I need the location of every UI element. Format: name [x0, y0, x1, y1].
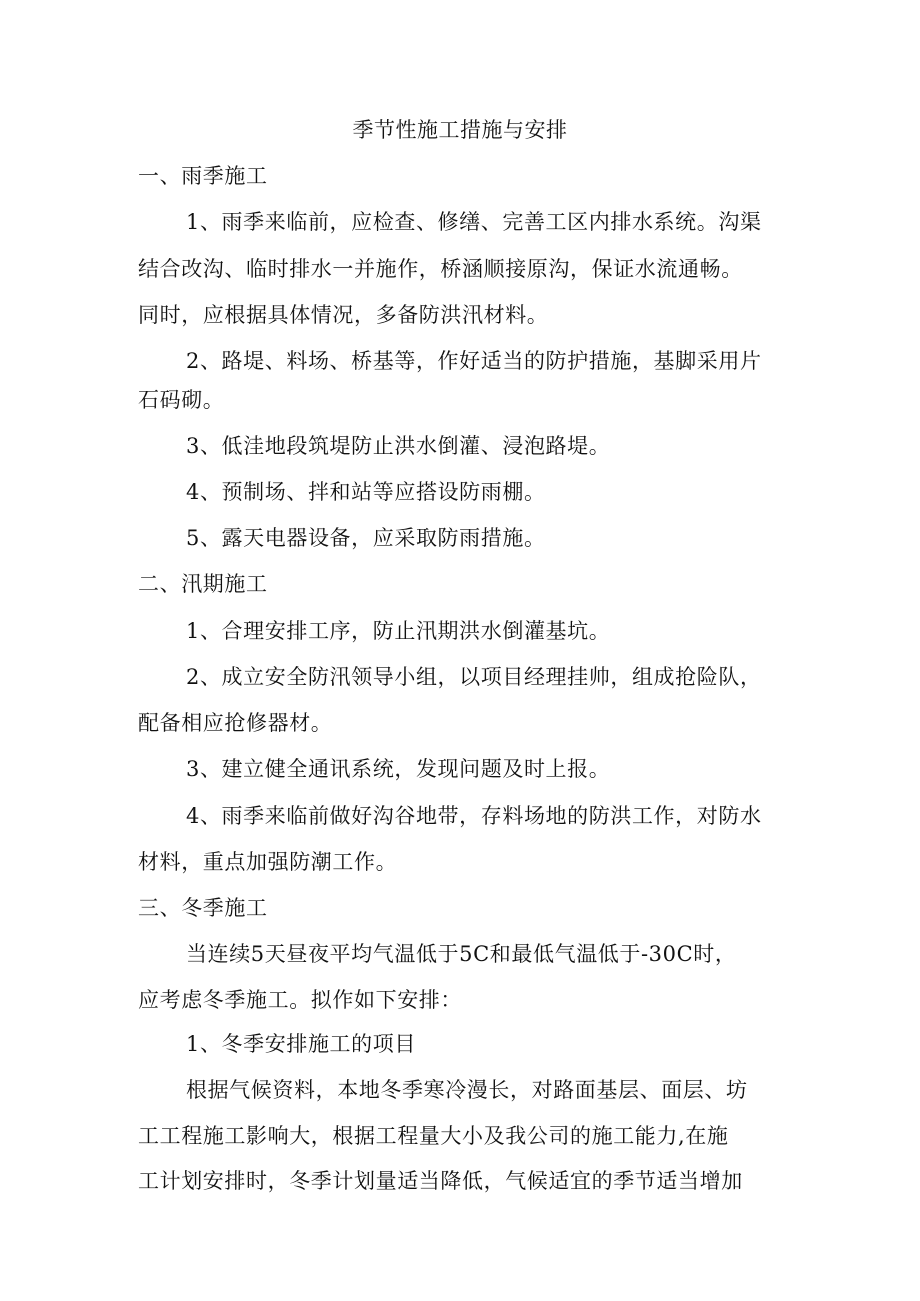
paragraph-line: 2、路堤、料场、桥基等，作好适当的防护措施，基脚采用片	[186, 349, 762, 373]
paragraph-line: 4、雨季来临前做好沟谷地带，存料场地的防洪工作，对防水	[186, 804, 762, 828]
paragraph-line: 4、预制场、拌和站等应搭设防雨棚。	[186, 480, 546, 504]
section-heading: 二、汛期施工	[138, 572, 268, 596]
document-title: 季节性施工措施与安排	[352, 118, 568, 142]
paragraph-line: 根据气候资料，本地冬季寒冷漫长，对路面基层、面层、坊	[186, 1078, 748, 1102]
paragraph-line: 工工程施工影响大，根据工程量大小及我公司的施工能力,在施	[138, 1124, 729, 1148]
paragraph-line: 1、雨季来临前，应检查、修缮、完善工区内排水系统。沟渠	[186, 210, 762, 234]
paragraph-line: 3、低洼地段筑堤防止洪水倒灌、浸泡路堤。	[186, 434, 611, 458]
paragraph-line: 石码砌。	[138, 388, 225, 412]
paragraph-line: 配备相应抢修器材。	[138, 711, 333, 735]
paragraph-line: 结合改沟、临时排水一并施作，桥涵顺接原沟，保证水流通畅。	[138, 257, 743, 281]
paragraph-line: 5、露天电器设备，应采取防雨措施。	[186, 526, 546, 550]
section-heading: 一、雨季施工	[138, 164, 268, 188]
paragraph-line: 1、合理安排工序，防止汛期洪水倒灌基坑。	[186, 619, 611, 643]
paragraph-line: 当连续5天昼夜平均气温低于5C和最低气温低于-30C时，	[186, 942, 737, 966]
paragraph-line: 工计划安排时，冬季计划量适当降低，气候适宜的季节适当增加	[138, 1169, 743, 1193]
section-heading: 三、冬季施工	[138, 896, 268, 920]
paragraph-line: 同时，应根据具体情况，多备防洪汛材料。	[138, 303, 549, 327]
paragraph-line: 1、冬季安排施工的项目	[186, 1032, 416, 1056]
paragraph-line: 材料，重点加强防潮工作。	[138, 850, 398, 874]
paragraph-line: 3、建立健全通讯系统，发现问题及时上报。	[186, 757, 611, 781]
paragraph-line: 2、成立安全防汛领导小组，以项目经理挂帅，组成抢险队，	[186, 665, 762, 689]
paragraph-line: 应考虑冬季施工。拟作如下安排：	[138, 988, 462, 1012]
